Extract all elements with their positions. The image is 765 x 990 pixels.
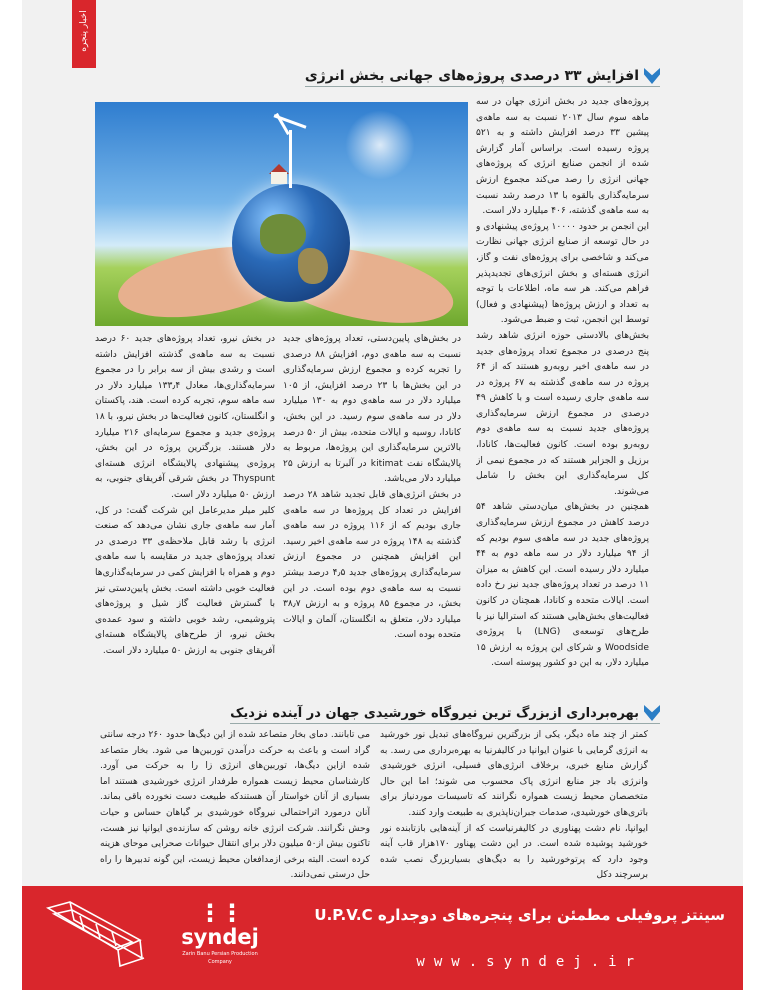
ad-slogan: سینتز پروفیلی مطمئن برای پنجره‌های دوجداره U.P.V.C — [314, 906, 725, 924]
section-tab — [72, 0, 96, 68]
website-link[interactable]: www.syndej.ir — [416, 954, 643, 970]
logo-mark-icon: ⋮⋮ — [198, 899, 242, 927]
chevron-down-icon — [644, 68, 660, 84]
syndej-logo[interactable] — [170, 899, 270, 966]
logo-wordmark: syndej — [181, 925, 259, 949]
article2-title: بهره‌برداری ازبزرگ ترین نیروگاه خورشیدی جهان در آینده نزدیک — [230, 705, 639, 721]
continent — [260, 214, 306, 254]
wind-turbine-icon — [289, 130, 292, 188]
window-profile-sketch-icon — [40, 896, 160, 976]
article1-column-right — [476, 95, 649, 690]
paragraph: پروژه‌های جدید در بخش انرژی جهان در سه ماهه سوم سال ۲۰۱۳ نسبت به سه ماهه‌ی پیشین ۳۳ درصد افزایش داشته و به ۵۲۱ پروژه رسیده است. براساس آمار گزارش شده از انجمن صنایع انرژی که پروژه‌های جهانی انرژی را رصد می‌کند مجموع ارزش سرمایه‌گذاری بالقوه با ۱۳ درصد رشد نسبت به سه ماهه‌ی گذشته، ۴۰۶ میلیارد دلار است. — [476, 97, 649, 217]
paragraph: همچنین در بخش‌های میان‌دستی شاهد ۵۴ درصد کاهش در مجموع ارزش سرمایه‌گذاری پروژه‌های جدید در سه ماهه‌ی سوم بودیم که از ۹۴ میلیارد دلار در سه ماهه دوم به ۴۴ میلیارد دلار رسیده است. این کاهش به میزان ۱۱ درصد در تعداد پروژه‌های جدید نیز رخ داده است. ایالات متحده و کانادا، همچنان در کانون فعالیت‌های بخش‌هایی هستند که استرالیا نیز با طرح‌های توسعه‌ی (LNG) با پروژه‌ی Woodside و شرکای این پروژه به ارزش ۱۵ میلیارد دلار، به این دو کشور پیوسته است. — [476, 502, 649, 669]
paragraph: کمتر از چند ماه دیگر، یکی از بزرگترین نیروگاه‌های تبدیل نور خورشید به انرژی گرمایی با عنوان ایوانپا در کالیفرنیا به بهره‌برداری می رسد. به گزارش منابع خبری، برخلاف انرژی‌های فسیلی، انرژی خورشیدی وانرژی باد جز منابع انرژی پاک محسوب می شوند؛ اما این حال متخصصان محیط زیست همواره نگرانند که تاسیسات موردنیاز برای باتری‌های خورشیدی، صدمات جبران‌ناپذیری به طبیعت وارد کنند. — [380, 730, 648, 818]
syndej-advertisement-banner[interactable] — [22, 886, 743, 990]
article2-column-right — [380, 728, 648, 880]
section-tab-label: اخبار پنجره — [79, 10, 89, 52]
article1-heading — [305, 68, 660, 87]
chevron-down-icon — [644, 705, 660, 721]
article1-column-middle — [283, 332, 461, 687]
paragraph: کلیر میلر مدیرعامل این شرکت گفت: در کل، آمار سه ماهه‌ی جاری نشان می‌دهد که صنعت انرژی با رشد قابل ملاحظه‌ی ۳۳ درصدی در تعداد پروژه‌های جدید در مقایسه با سه ماهه‌ی دوم و همراه با افزایش کمی در سرمایه‌گذاری‌ها فعالیت خوبی داشته است. بخش پایین‌دستی نیز با گسترش فعالیت گاز شیل و پروژه‌های پتروشیمی، رشد خوبی داشته و سود عمده‌ی بخش نیرو، از طرح‌های پالایشگاه هسته‌ای آفریقای جنوبی به ارزش ۵۰ میلیارد دلار است. — [95, 505, 275, 656]
paragraph: در بخش نیرو، تعداد پروژه‌های جدید ۶۰ درصد نسبت به سه ماهه‌ی گذشته افزایش داشته است و رشدی بیش از سه برابر را در مجموع سرمایه‌گذاری‌ها، معادل ۱۳۳٫۴ میلیارد دلار در سه ماهه سوم، تجربه کرده است. هند، پاکستان و انگلستان، کانون فعالیت‌ها در بخش نیرو، با ۱۸ پروژه‌ی جدید و مجموع سرمایه‌ای ۲۱۶ میلیارد دلار هستند. بزرگترین پروژه در این بخش، پروژه‌ی پیشنهادی پالایشگاه انرژی هسته‌ای Thyspunt در بخش شرقی آفریقای جنوبی، به ارزش ۵۰ میلیارد دلار است. — [95, 334, 275, 500]
article2-heading — [230, 705, 660, 724]
paragraph: بخش‌های بالادستی حوزه انرژی شاهد رشد پنج درصدی در مجموع تعداد پروژه‌های جدید در سه ماهه‌ی اخیر روبه‌رو هستند که از ۶۴ پروژه در سه ماهه‌ی گذشته به ۶۷ پروژه در سه ماهه‌ی جاری رسیده است و با کاهش ۴۹ درصدی در مجموع ارزش سرمایه‌گذاری پروژه‌های جدید نسبت به سه ماهه‌ی دوم روبه‌رو بوده است. کانون فعالیت‌ها، کانادا، برزیل و الجزایر هستند که در مجموع نیمی از کل سرمایه‌گذاری این بخش را شامل می‌شوند. — [476, 330, 649, 497]
article2-column-left — [100, 728, 370, 880]
paragraph: این انجمن بر حدود ۱۰۰۰۰ پروژه‌ی پیشنهادی و در حال توسعه از صنایع انرژی جهانی نظارت می‌کند و شاخصی برای پروژه‌های نفت و گاز، انرژی هسته‌ای و بخش انرژی‌های تجدیدپذیر فراهم می‌کند. هر سه ماه، اطلاعات با توجه به تعداد و ارزش پروژه‌ها (پیشنهادی و فعال) توسط این انجمن، ثبت و ضبط می‌شود. — [476, 221, 649, 326]
paragraph: در بخش انرژی‌های قابل تجدید شاهد ۲۸ درصد افزایش در تعداد کل پروژه‌ها در سه ماهه‌ی جاری بودیم که از ۱۱۶ پروژه در سه ماهه‌ی گذشته به ۱۴۸ پروژه در سه ماهه‌ی اخیر رسید. این افزایش همچنین در مجموع ارزش سرمایه‌گذاری پروژه‌های جدید ۴٫۵ درصد بیشتر نسبت به سه ماهه‌ی دوم بوده است. در این بخش، در مجموع ۸۵ پروژه و به ارزش ۳۸٫۷ میلیارد دلار، متعلق به انگلستان، آلمان و ایالات متحده بوده است. — [283, 489, 461, 641]
logo-tagline: Zarin Banu Persian Production Company — [182, 951, 258, 965]
continent — [298, 248, 328, 284]
article1-column-left — [95, 332, 275, 687]
sun-glow — [345, 110, 415, 180]
article1-title: افزایش ۳۳ درصدی پروژه‌های جهانی بخش انرژی — [304, 68, 639, 84]
earth-globe — [232, 184, 350, 302]
globe-in-hands-photo — [95, 102, 468, 326]
house-icon — [271, 172, 287, 184]
paragraph: در بخش‌های پایین‌دستی، تعداد پروژه‌های جدید نسبت به سه ماهه‌ی دوم، افزایش ۸۸ درصدی را تجربه کرده و مجموع ارزش سرمایه‌گذاری در این بخش‌ها با ۲۳ درصد افزایش، از ۱۰۵ میلیارد دلار در سه ماهه‌ی دوم به ۱۳۰ میلیارد دلار در سه ماهه‌ی سوم رسید. در این بخش، کانادا، روسیه و ایالات متحده، بیش از ۵۰ درصد بالاترین سرمایه‌گذاری این پروژه‌ها، مربوط به پالایشگاه نفت kitimat در آلبرتا به ارزش ۲۵ میلیارد دلار می‌باشد. — [283, 334, 461, 485]
paragraph: ایوانپا، نام دشت پهناوری در کالیفرنیاست که از آینه‌هایی بازتابنده نور خورشید پوشیده شده است. در این دشت پهناور ۱۷۰هزار قاب آینه وجود دارد که پرتوخورشید را به دیگ‌های بسیاربزرگ نصب شده برسرچند دکل — [380, 823, 648, 880]
paragraph: می تابانند. دمای بخار متصاعد شده از این دیگ‌ها حدود ۲۶۰ درجه سانتی گراد است و باعث به حرکت درآمدن توربین‌ها می شود. بخار متصاعد شده ازاین دیگ‌ها، توربین‌های انرژی زا را به حرکت می آورد. کارشناسان محیط زیست همواره طرفدار انرژی خورشیدی هستند اما بسیاری از آنان خواستار آن هستندکه طبیعت دست نخورده باقی بماند. آنان درمورد اثراحتمالی نیروگاه خورشیدی بر گیاهان حساس و حیات وحش نگرانند. شرکت انرژی خانه روشن که سازنده‌ی ایوانپا نیز هست، تاکنون بیش از۵۰ میلیون دلار برای انتقال حیوانات صحرایی موحای هزینه کرده است. البته برخی ازمدافعان محیط زیست، این گونه تدبیرها را راه حل درستی نمی‌دانند. — [100, 730, 370, 880]
